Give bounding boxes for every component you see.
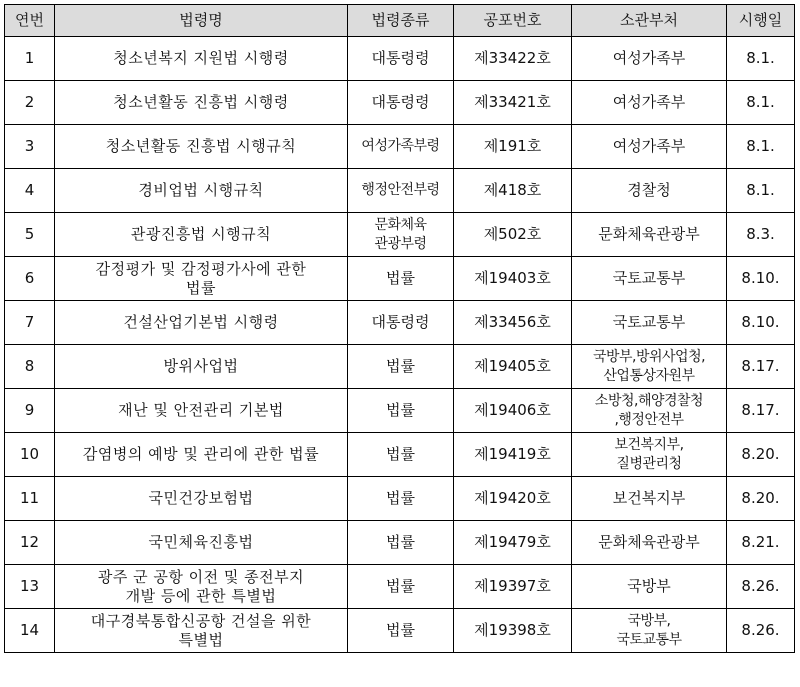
row-department (572, 477, 727, 521)
row-law-type (348, 213, 454, 257)
row-no-text: 9 (24, 401, 35, 419)
row-department (572, 257, 727, 301)
row-law-name-text: 국민체육진흥법 (148, 533, 254, 551)
table-row (5, 125, 795, 169)
row-law-type-text: 법률 (386, 621, 415, 639)
header-type: 법령종류 (348, 5, 454, 37)
row-effective-date-text: 8.1. (746, 93, 775, 111)
row-effective-date-text: 8.1. (746, 181, 775, 199)
row-no-text: 4 (24, 181, 35, 199)
row-no (5, 125, 55, 169)
row-department (572, 301, 727, 345)
row-promulgation-number (454, 477, 572, 521)
laws-table (4, 4, 795, 653)
row-promulgation-number-text: 제502호 (483, 225, 542, 243)
row-law-type-text: 법률 (386, 445, 415, 463)
header-dept: 소관부처 (572, 5, 727, 37)
row-no-text: 3 (24, 137, 35, 155)
row-department-text: 문화체육관광부 (598, 225, 700, 243)
row-effective-date-text: 8.20. (741, 489, 780, 507)
row-effective-date-text: 8.1. (746, 137, 775, 155)
row-effective-date-text: 8.10. (741, 269, 780, 287)
row-law-type-text: 여성가족부령 (361, 138, 440, 154)
row-effective-date-text: 8.21. (741, 533, 780, 551)
row-effective-date-text: 8.26. (741, 577, 780, 595)
row-no (5, 609, 55, 653)
row-no (5, 433, 55, 477)
row-department-text: 국방부, 국토교통부 (616, 612, 682, 648)
row-promulgation-number (454, 125, 572, 169)
row-promulgation-number (454, 389, 572, 433)
row-effective-date (727, 213, 795, 257)
row-no (5, 477, 55, 521)
table-row (5, 81, 795, 125)
row-law-name-text: 방위사업법 (163, 357, 239, 375)
row-department-text: 국토교통부 (612, 269, 686, 287)
row-no (5, 521, 55, 565)
row-department (572, 169, 727, 213)
row-law-name (55, 81, 348, 125)
row-department-text: 국방부,방위사업청, 산업통상자원부 (592, 348, 706, 384)
row-no-text: 13 (19, 577, 40, 595)
row-law-name (55, 565, 348, 609)
row-law-name-text: 감정평가 및 감정평가사에 관한 법률 (95, 259, 307, 297)
row-no (5, 257, 55, 301)
row-promulgation-number-text: 제418호 (483, 181, 542, 199)
row-law-type-text: 문화체육 관광부령 (374, 216, 427, 252)
row-effective-date (727, 389, 795, 433)
row-promulgation-number (454, 169, 572, 213)
row-effective-date (727, 257, 795, 301)
row-effective-date-text: 8.3. (746, 225, 775, 243)
table-row (5, 37, 795, 81)
row-department (572, 37, 727, 81)
row-law-type (348, 257, 454, 301)
row-law-type-text: 행정안전부령 (361, 182, 440, 198)
row-effective-date (727, 301, 795, 345)
row-no-text: 11 (19, 489, 40, 507)
row-no-text: 2 (24, 93, 35, 111)
row-law-type-text: 대통령령 (371, 313, 430, 331)
row-promulgation-number-text: 제19479호 (474, 533, 551, 551)
row-department (572, 521, 727, 565)
row-department (572, 81, 727, 125)
row-promulgation-number-text: 제19398호 (474, 621, 551, 639)
row-law-name-text: 관광진흥법 시행규칙 (130, 225, 272, 243)
row-department-text: 국토교통부 (612, 313, 686, 331)
row-law-name (55, 433, 348, 477)
row-effective-date (727, 81, 795, 125)
row-promulgation-number-text: 제33422호 (474, 49, 551, 67)
row-law-name-text: 광주 군 공항 이전 및 종전부지 개발 등에 관한 특별법 (97, 567, 305, 605)
row-law-type (348, 389, 454, 433)
header-date: 시행일 (727, 5, 795, 37)
row-department-text: 보건복지부, 질병관리청 (614, 436, 684, 472)
row-promulgation-number-text: 제19397호 (474, 577, 551, 595)
row-no (5, 213, 55, 257)
row-department (572, 345, 727, 389)
row-law-name (55, 609, 348, 653)
row-promulgation-number-text: 제19406호 (474, 401, 551, 419)
row-law-name-text: 대구경북통합신공항 건설을 위한 특별법 (90, 611, 312, 649)
row-law-type (348, 81, 454, 125)
table-body (5, 37, 795, 653)
laws-table-container (4, 4, 795, 653)
table-row (5, 609, 795, 653)
row-law-type-text: 법률 (386, 401, 415, 419)
row-department-text: 소방청,해양경찰청 ,행정안전부 (594, 392, 704, 428)
row-effective-date (727, 345, 795, 389)
row-law-name (55, 37, 348, 81)
row-promulgation-number-text: 제19405호 (474, 357, 551, 375)
row-promulgation-number (454, 81, 572, 125)
row-department-text: 여성가족부 (612, 93, 686, 111)
row-law-type-text: 법률 (386, 489, 415, 507)
table-row (5, 521, 795, 565)
row-department-text: 여성가족부 (612, 49, 686, 67)
row-department (572, 609, 727, 653)
row-department (572, 213, 727, 257)
table-header-row (5, 5, 795, 37)
row-effective-date-text: 8.1. (746, 49, 775, 67)
row-no (5, 345, 55, 389)
header-name: 법령명 (55, 5, 348, 37)
row-law-name-text: 국민건강보험법 (148, 489, 254, 507)
row-promulgation-number (454, 609, 572, 653)
row-no-text: 10 (19, 445, 40, 463)
row-promulgation-number (454, 301, 572, 345)
row-no (5, 37, 55, 81)
row-law-name-text: 청소년활동 진흥법 시행령 (113, 93, 289, 111)
row-effective-date-text: 8.10. (741, 313, 780, 331)
row-law-name (55, 477, 348, 521)
row-no-text: 8 (24, 357, 35, 375)
row-effective-date (727, 609, 795, 653)
row-law-name-text: 청소년활동 진흥법 시행규칙 (105, 137, 297, 155)
row-law-type (348, 37, 454, 81)
row-promulgation-number-text: 제33456호 (474, 313, 551, 331)
row-no (5, 565, 55, 609)
row-no (5, 389, 55, 433)
row-promulgation-number (454, 433, 572, 477)
table-row (5, 169, 795, 213)
row-law-type (348, 521, 454, 565)
row-law-type (348, 345, 454, 389)
row-effective-date-text: 8.17. (741, 401, 780, 419)
table-row (5, 345, 795, 389)
row-no-text: 5 (24, 225, 35, 243)
row-law-name (55, 521, 348, 565)
row-effective-date (727, 125, 795, 169)
row-effective-date (727, 37, 795, 81)
table-row (5, 257, 795, 301)
row-promulgation-number-text: 제19403호 (474, 269, 551, 287)
row-promulgation-number (454, 345, 572, 389)
row-law-type-text: 법률 (386, 357, 415, 375)
row-no-text: 14 (19, 621, 40, 639)
row-effective-date-text: 8.17. (741, 357, 780, 375)
row-law-name (55, 389, 348, 433)
row-law-type-text: 대통령령 (371, 93, 430, 111)
row-department (572, 433, 727, 477)
row-effective-date (727, 433, 795, 477)
header-no: 연번 (5, 5, 55, 37)
row-effective-date-text: 8.20. (741, 445, 780, 463)
row-effective-date (727, 565, 795, 609)
row-law-type-text: 대통령령 (371, 49, 430, 67)
row-law-name-text: 감염병의 예방 및 관리에 관한 법률 (82, 445, 320, 463)
row-department-text: 국방부 (627, 577, 671, 595)
row-promulgation-number-text: 제19419호 (474, 445, 551, 463)
table-row (5, 433, 795, 477)
row-law-type (348, 169, 454, 213)
row-law-type-text: 법률 (386, 533, 415, 551)
row-law-name-text: 건설산업기본법 시행령 (123, 313, 279, 331)
row-law-type (348, 609, 454, 653)
row-promulgation-number (454, 565, 572, 609)
row-department-text: 경찰청 (627, 181, 671, 199)
row-no-text: 6 (24, 269, 35, 287)
row-no (5, 169, 55, 213)
row-law-type (348, 477, 454, 521)
row-law-type (348, 565, 454, 609)
row-law-name (55, 301, 348, 345)
row-promulgation-number-text: 제191호 (483, 137, 542, 155)
row-no (5, 81, 55, 125)
row-effective-date-text: 8.26. (741, 621, 780, 639)
row-promulgation-number (454, 213, 572, 257)
row-no-text: 12 (19, 533, 40, 551)
row-law-name-text: 청소년복지 지원법 시행령 (113, 49, 289, 67)
row-law-name (55, 345, 348, 389)
row-effective-date (727, 169, 795, 213)
table-row (5, 389, 795, 433)
row-no (5, 301, 55, 345)
row-department-text: 여성가족부 (612, 137, 686, 155)
row-law-name (55, 125, 348, 169)
row-law-name-text: 경비업법 시행규칙 (138, 181, 264, 199)
row-law-type-text: 법률 (386, 577, 415, 595)
row-department (572, 389, 727, 433)
row-law-name (55, 213, 348, 257)
row-department (572, 125, 727, 169)
row-law-name (55, 257, 348, 301)
header-number: 공포번호 (454, 5, 572, 37)
row-promulgation-number-text: 제19420호 (474, 489, 551, 507)
row-no-text: 7 (24, 313, 35, 331)
table-row (5, 477, 795, 521)
table-row (5, 301, 795, 345)
row-promulgation-number (454, 521, 572, 565)
row-law-type (348, 433, 454, 477)
row-law-type-text: 법률 (386, 269, 415, 287)
row-department-text: 보건복지부 (612, 489, 686, 507)
table-row (5, 565, 795, 609)
row-department (572, 565, 727, 609)
row-effective-date (727, 521, 795, 565)
row-promulgation-number (454, 37, 572, 81)
row-no-text: 1 (24, 49, 35, 67)
row-promulgation-number-text: 제33421호 (474, 93, 551, 111)
row-law-type (348, 125, 454, 169)
row-promulgation-number (454, 257, 572, 301)
row-effective-date (727, 477, 795, 521)
row-law-name-text: 재난 및 안전관리 기본법 (118, 401, 284, 419)
table-row (5, 213, 795, 257)
row-law-type (348, 301, 454, 345)
row-law-name (55, 169, 348, 213)
row-department-text: 문화체육관광부 (598, 533, 700, 551)
